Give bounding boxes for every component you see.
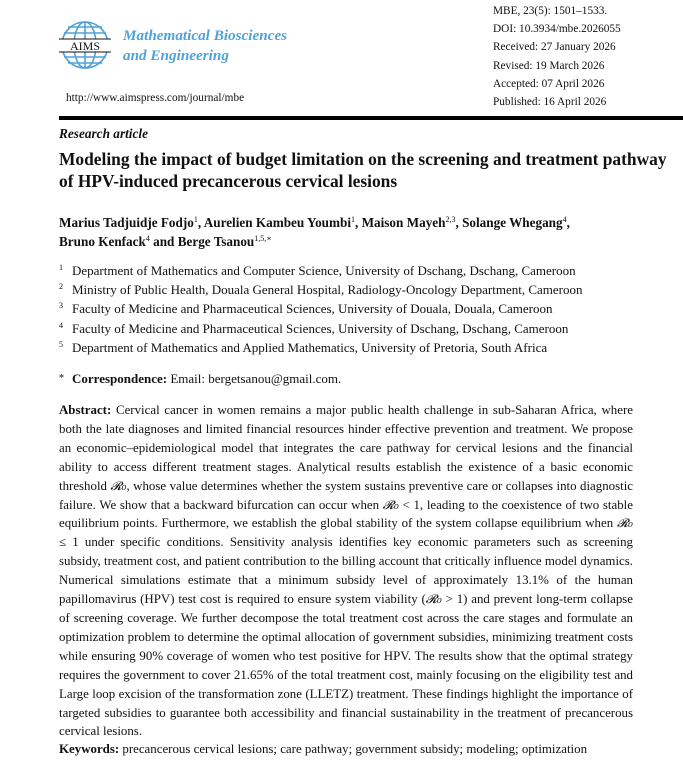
keywords (59, 742, 659, 757)
journal-url-link[interactable]: http://www.aimspress.com/journal/mbe (66, 92, 245, 104)
author-name: Bruno Kenfack (59, 234, 146, 249)
abstract-text-part: Cervical cancer in women remains a major public health challenge in sub-Saharan Africa, where both the late diagnoses and limited financial resources hinder effective prevention and treatment. We propose an economic–epidemiological model that integrates the care pathway for cervical lesions and the financial ability to access different treatment stages. Analytical results establish the existence of a basic economic threshold (59, 403, 633, 493)
affiliation-text: Department of Mathematics and Applied Mathematics, University of Pretoria, South Africa (72, 339, 548, 355)
author-separator: , (455, 215, 463, 230)
author-separator: and (149, 234, 178, 249)
author-name: Maison Mayeh (361, 215, 446, 230)
received-date: Received: 27 January 2026 (493, 41, 616, 54)
author-affiliation-sup: 4 (562, 215, 567, 224)
author-affiliation-sup: 1 (193, 215, 198, 224)
author-name: Aurelien Kambeu Youmbi (203, 215, 351, 230)
article-title: Modeling the impact of budget limitation on the screening and treatment pathway of HPV-induced precancerous cervical lesions (59, 149, 667, 191)
revised-date: Revised: 19 March 2026 (493, 59, 605, 72)
author-separator: , (566, 215, 570, 230)
affiliation-list (59, 261, 659, 357)
author-affiliation-sup: 1 (351, 215, 355, 224)
citation: MBE, 23(5): 1501–1533. (493, 5, 608, 17)
keywords-text: precancerous cervical lesions; care pathway; government subsidy; modeling; optimization (119, 742, 588, 756)
doi[interactable]: DOI: 10.3934/mbe.2026055 (493, 23, 621, 36)
affiliation-item: 5 Department of Mathematics and Applied Mathematics, University of Pretoria, South Africa (59, 339, 548, 355)
published-date: Published: 16 April 2026 (493, 96, 607, 109)
author-separator: , (197, 215, 204, 230)
author-affiliation-sup: 4 (145, 234, 150, 243)
author-name: Berge Tsanou (177, 234, 255, 249)
correspondence-star: * (59, 373, 64, 384)
author-list (59, 213, 659, 251)
journal-name (123, 26, 287, 65)
abstract-text-part: > 1) and prevent long-term collapse of screening coverage. We further decompose the total treatment cost across the care stages and formulate an optimization problem to determine the optimal allocation of government subsidies, minimizing treatment costs while ensuring 90% coverage of women who test positive for HPV. The results show that the optimal strategy requires the government to cover 21.65% of the total treatment cost, mainly focusing on the eligibility test and Large loop excision of the transformation zone (LLETZ) treatment. These findings highlight the importance of targeted subsidies to guarantee both accessibility and financial sustainability in the treatment of precancerous cervical lesions. (59, 592, 633, 739)
affiliation-item: 2 Ministry of Public Health, Douala General Hospital, Radiology-Oncology Department, Cameroon (59, 282, 583, 298)
r0-symbol: 𝓡₀ (425, 592, 442, 607)
correspondence-label: Correspondence: (72, 371, 168, 386)
journal-name-line1: Mathematical Biosciences (123, 27, 288, 44)
abstract-label: Abstract: (59, 403, 112, 417)
abstract-text-part: ≤ 1 under specific conditions. Sensitivity analysis identifies key economic parameters such as screening subsidy, treatment cost, and patient contribution to the billing account that critically influence model dynamics. Numerical simulations estimate that a minimum subsidy level of approximately 13.1% of the human papillomavirus (HPV) test cost is required to ensure system viability ( (59, 535, 633, 607)
keywords-label: Keywords: (59, 742, 120, 756)
logo-text: AIMS (69, 39, 101, 53)
author-name: Marius Tadjuidje Fodjo (59, 215, 194, 230)
abstract (59, 401, 633, 741)
author-affiliation-sup: 1,5,∗ (254, 234, 272, 243)
header-rule (59, 116, 683, 120)
affiliation-text: Ministry of Public Health, Douala General Hospital, Radiology-Oncology Department, Cameroon (72, 282, 583, 298)
correspondence (59, 371, 341, 387)
affiliation-item: 1 Department of Mathematics and Computer Science, University of Dschang, Dschang, Cameroon (59, 263, 576, 278)
article-type: Research article (59, 126, 149, 141)
aims-logo (59, 19, 111, 71)
author-name: Solange Whegang (462, 215, 563, 230)
author-separator: , (355, 215, 362, 230)
correspondence-email[interactable]: Email: bergetsanou@gmail.com. (167, 371, 342, 386)
article-metadata (493, 2, 621, 111)
r0-symbol: 𝓡₀ (616, 516, 633, 531)
r0-symbol: 𝓡₀ (110, 478, 127, 493)
accepted-date: Accepted: 07 April 2026 (493, 77, 605, 90)
affiliation-item: 4 Faculty of Medicine and Pharmaceutical Sciences, University of Dschang, Dschang, Cameroon (59, 320, 569, 336)
author-affiliation-sup: 2,3 (445, 215, 456, 224)
abstract-text-part: < 1, leading to the coexistence of two stable equilibrium points. Furthermore, we establish the global stability of the system collapse equilibrium when (59, 497, 633, 531)
affiliation-text: Faculty of Medicine and Pharmaceutical Sciences, University of Douala, Douala, Cameroon (72, 301, 553, 317)
affiliation-text: Faculty of Medicine and Pharmaceutical Sciences, University of Dschang, Dschang, Cameroon (72, 320, 569, 336)
affiliation-text: Department of Mathematics and Computer Science, University of Dschang, Dschang, Cameroon (72, 263, 576, 278)
r0-symbol: 𝓡₀ (382, 497, 399, 512)
abstract-text-part: , whose value determines whether the system sustains preventive care or collapses into diagnostic failure. We show that a backward bifurcation can occur when (59, 478, 633, 512)
globe-icon (59, 19, 111, 71)
affiliation-item: 3 Faculty of Medicine and Pharmaceutical Sciences, University of Douala, Douala, Cameroon (59, 301, 553, 317)
journal-name-line2: and Engineering (123, 46, 229, 64)
